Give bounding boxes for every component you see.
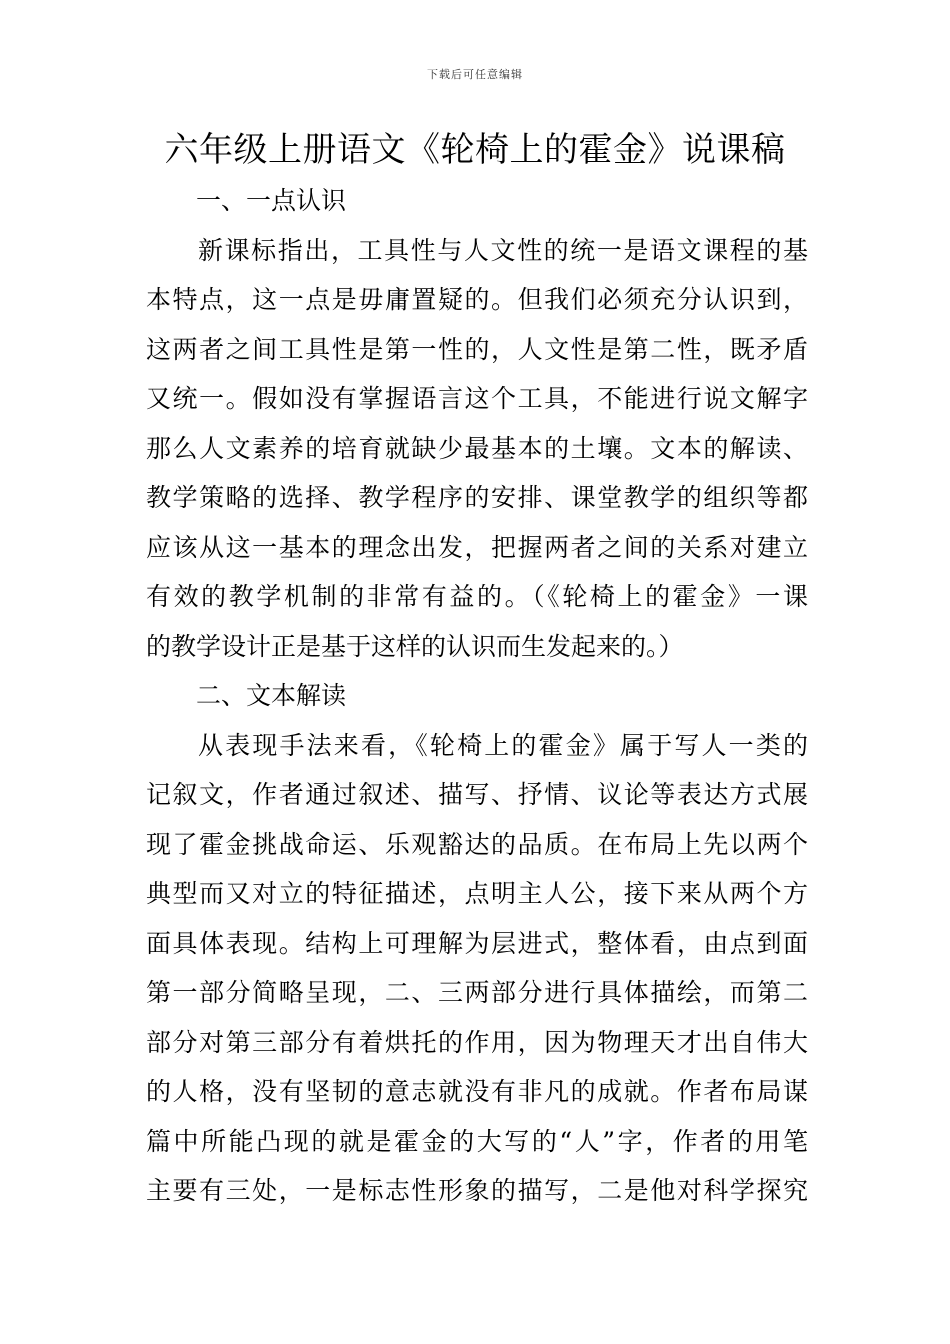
section-heading-1: 一、一点认识 bbox=[196, 186, 347, 215]
paragraph-line: 记叙文，作者通过叙述、描写、抒情、议论等表达方式展 bbox=[146, 780, 808, 809]
paragraph-line: 又统一。假如没有掌握语言这个工具，不能进行说文解字 bbox=[146, 384, 808, 413]
document-title: 六年级上册语文《轮椅上的霍金》说课稿 bbox=[164, 130, 786, 170]
paragraph-line: 的教学设计正是基于这样的认识而生发起来的。） bbox=[146, 631, 684, 661]
paragraph-line: 这两者之间工具性是第一性的，人文性是第二性，既矛盾 bbox=[146, 334, 808, 364]
paragraph-line: 典型而又对立的特征描述，点明主人公，接下来从两个方 bbox=[146, 879, 808, 908]
section-heading-2: 二、文本解读 bbox=[196, 681, 347, 710]
document-body bbox=[146, 176, 808, 1216]
paragraph-line: 从表现手法来看，《轮椅上的霍金》属于写人一类的 bbox=[198, 730, 808, 760]
paragraph-line: 现了霍金挑战命运、乐观豁达的品质。在布局上先以两个 bbox=[146, 829, 808, 859]
paragraph-line: 有效的教学机制的非常有益的。（《轮椅上的霍金》一课 bbox=[146, 582, 808, 611]
paragraph-line: 部分对第三部分有着烘托的作用，因为物理天才出自伟大 bbox=[146, 1027, 808, 1057]
paragraph-line: 面具体表现。结构上可理解为层进式，整体看，由点到面 bbox=[146, 928, 808, 958]
header-note: 下载后可任意编辑 bbox=[427, 68, 523, 81]
paragraph-line: 第一部分简略呈现，二、三两部分进行具体描绘，而第二 bbox=[146, 978, 808, 1007]
paragraph-line: 教学策略的选择、教学程序的安排、课堂教学的组织等都 bbox=[146, 483, 808, 512]
paragraph-line: 主要有三处，一是标志性形象的描写，二是他对科学探究 bbox=[146, 1176, 808, 1205]
paragraph-line: 应该从这一基本的理念出发，把握两者之间的关系对建立 bbox=[146, 532, 808, 562]
paragraph-line: 的人格，没有坚韧的意志就没有非凡的成就。作者布局谋 bbox=[146, 1077, 808, 1106]
paragraph-line: 那么人文素养的培育就缺少最基本的土壤。文本的解读、 bbox=[146, 433, 808, 463]
paragraph-line: 新课标指出，工具性与人文性的统一是语文课程的基 bbox=[198, 235, 808, 265]
paragraph-line: 篇中所能凸现的就是霍金的大写的“人”字，作者的用笔 bbox=[146, 1126, 808, 1156]
paragraph-line: 本特点，这一点是毋庸置疑的。但我们必须充分认识到， bbox=[146, 285, 808, 314]
